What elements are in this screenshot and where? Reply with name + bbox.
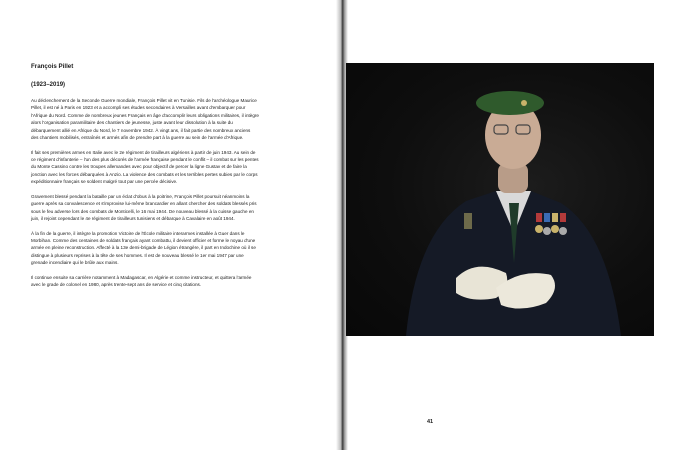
biography-paragraph-2: Il fait ses premières armes en Italie avec le 2e régiment de tirailleurs algériens à partir de juin 1943. Au sein de ce régiment d'infanterie – l'un des plus décorés de l'armée française pendant le conflit – il combat sur les pentes du Monte Cassino contre les troupes allemandes avec pour objectif de percer la ligne Gustav et de faire la jonction avec les forces débarquées à Anzio. La violence des combats et les terribles pertes subies par le corps expéditionnaire français se soldent malgré tout par une percée décisive.	[31, 149, 259, 185]
person-dates: (1923–2019)	[31, 82, 66, 88]
biography-text	[31, 63, 259, 296]
biography-paragraph-3: Gravement blessé pendant la bataille par un éclat d'obus à la poitrine, François Pillet poursuit néanmoins la guerre après sa convalescence et s'improvise lui-même brancardier en allant chercher des soldats blessés pris sous le feu adverse lors des combats de Monticelli, le 16 mai 1944. De nouveau blessé à la cuisse gauche en juin, il rejoint cependant le 4e régiment de tirailleurs tunisiens et débarque à Cavalaire en août 1944.	[31, 193, 257, 222]
beret-badge	[521, 100, 527, 106]
biography-paragraph-4: À la fin de la guerre, il intègre la promotion Victoire de l'École militaire interarmes installée à Guer dans le Morbihan. Comme des centaines de soldats français ayant combattu, il devient officier et forme le noyau d'une armée en pleine reconstruction. Affecté à la 13e demi-brigade de Légion étrangère, il part en Indochine où il se distingue à plusieurs reprises à la tête de ses hommes. Il est de nouveau blessé le 1er mai 1947 par une grenade incendiaire qui le brûle aux mains.	[31, 230, 256, 266]
page-number: 41	[426, 419, 434, 425]
veteran-portrait-photo	[346, 63, 654, 336]
portrait-illustration	[346, 63, 654, 336]
biography-paragraph-5: Il continue ensuite sa carrière notamment à Madagascar, en Algérie et comme instructeur, et quittera l'armée avec le grade de colonel en 1980, après trente-sept ans de service et cinq citations.	[31, 274, 252, 288]
person-name: François Pillet	[31, 63, 74, 70]
biography-paragraph-1: Au déclenchement de la Seconde Guerre mondiale, François Pillet vit en Tunisie. Fils de l'archéologue Maurice Pillet, il est né à Paris en 1923 et a accompli ses études secondaires à Versailles avant d'embarquer pour l'Afrique du Nord. Comme de nombreux jeunes Français en âge d'accomplir leurs obligations militaires, il intègre alors l'organisation paramilitaire des chantiers de jeunesse, juste avant leur dissolution à la suite du débarquement allié en Afrique du Nord, le 7 novembre 1942. À vingt ans, il fait partie des nombreux anciens des chantiers mobilisés, entraînés et armés afin de prendre part à la guerre au sein de l'armée d'Afrique.	[31, 98, 259, 141]
left-page	[0, 0, 340, 450]
green-beret	[476, 91, 544, 115]
